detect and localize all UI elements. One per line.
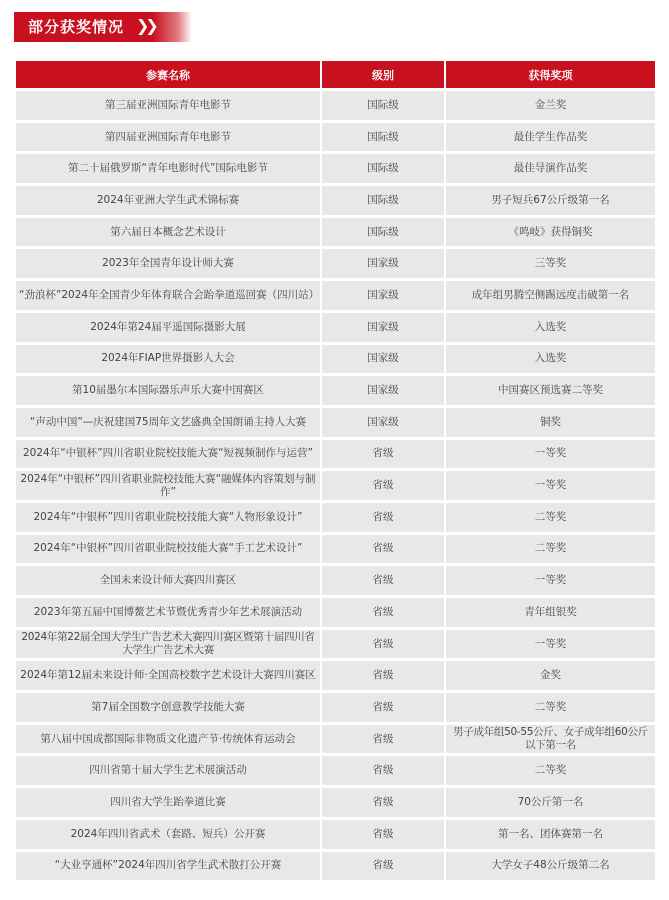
cell-competition-name: 第四届亚洲国际青年电影节	[16, 123, 320, 152]
cell-level: 国家级	[322, 281, 444, 310]
cell-level: 国际级	[322, 186, 444, 215]
cell-level: 国际级	[322, 91, 444, 120]
cell-level: 国际级	[322, 218, 444, 247]
cell-award: 三等奖	[446, 249, 655, 278]
cell-award: 二等奖	[446, 756, 655, 785]
table-body	[16, 91, 655, 880]
cell-award: 男子成年组50-55公斤、女子成年组60公斤以下第一名	[446, 725, 655, 754]
cell-award: 铜奖	[446, 408, 655, 437]
cell-competition-name: “劲浪杯”2024年全国青少年体育联合会跆拳道巡回赛（四川站）	[16, 281, 320, 310]
cell-award: 《鸣岐》获得铜奖	[446, 218, 655, 247]
table-row	[16, 820, 655, 849]
cell-award: 男子短兵67公斤级第一名	[446, 186, 655, 215]
table-row	[16, 756, 655, 785]
header-award: 获得奖项	[446, 61, 655, 88]
cell-level: 省级	[322, 725, 444, 754]
cell-level: 省级	[322, 440, 444, 469]
table-row	[16, 471, 655, 500]
cell-level: 省级	[322, 503, 444, 532]
cell-competition-name: 2024年第24届平遥国际摄影大展	[16, 313, 320, 342]
table-row	[16, 218, 655, 247]
cell-competition-name: 2024年“中银杯”四川省职业院校技能大赛“短视频制作与运营”	[16, 440, 320, 469]
cell-competition-name: 第六届日本概念艺术设计	[16, 218, 320, 247]
section-title: 部分获奖情况	[28, 18, 125, 36]
header-competition: 参赛名称	[16, 61, 320, 88]
cell-level: 省级	[322, 566, 444, 595]
table-row	[16, 440, 655, 469]
cell-competition-name: 第10届墨尔本国际器乐声乐大赛中国赛区	[16, 376, 320, 405]
table-row	[16, 91, 655, 120]
cell-competition-name: 2024年四川省武术（套路、短兵）公开赛	[16, 820, 320, 849]
cell-award: 金兰奖	[446, 91, 655, 120]
table-row	[16, 598, 655, 627]
cell-award: 第一名、团体赛第一名	[446, 820, 655, 849]
cell-award: 中国赛区预选赛二等奖	[446, 376, 655, 405]
cell-award: 青年组银奖	[446, 598, 655, 627]
cell-competition-name: 2024年第12届未来设计师·全国高校数字艺术设计大赛四川赛区	[16, 661, 320, 690]
awards-table	[14, 58, 657, 883]
cell-level: 省级	[322, 630, 444, 659]
table-row	[16, 630, 655, 659]
table-row	[16, 313, 655, 342]
header-level: 级别	[322, 61, 444, 88]
cell-competition-name: 2024年第22届全国大学生广告艺术大赛四川赛区暨第十届四川省大学生广告艺术大赛	[16, 630, 320, 659]
cell-competition-name: 第二十届俄罗斯“青年电影时代”国际电影节	[16, 154, 320, 183]
cell-competition-name: 2024年“中银杯”四川省职业院校技能大赛“融媒体内容策划与制作”	[16, 471, 320, 500]
cell-competition-name: 2024年FIAP世界摄影人大会	[16, 345, 320, 374]
cell-level: 省级	[322, 852, 444, 881]
cell-level: 国家级	[322, 313, 444, 342]
cell-level: 省级	[322, 471, 444, 500]
cell-award: 成年组男腾空侧踢远度击破第一名	[446, 281, 655, 310]
cell-competition-name: 2024年“中银杯”四川省职业院校技能大赛“人物形象设计”	[16, 503, 320, 532]
cell-competition-name: 第7届全国数字创意教学技能大赛	[16, 693, 320, 722]
double-chevron-right-icon: ❯❯	[136, 16, 155, 35]
table-row	[16, 249, 655, 278]
table-row	[16, 566, 655, 595]
table-row	[16, 281, 655, 310]
cell-level: 省级	[322, 756, 444, 785]
cell-level: 省级	[322, 693, 444, 722]
table-row	[16, 725, 655, 754]
cell-competition-name: 四川省大学生跆拳道比赛	[16, 788, 320, 817]
cell-competition-name: 第三届亚洲国际青年电影节	[16, 91, 320, 120]
table-row	[16, 376, 655, 405]
cell-competition-name: 2024年“中银杯”四川省职业院校技能大赛“手工艺术设计”	[16, 535, 320, 564]
section-banner	[14, 12, 192, 42]
cell-level: 省级	[322, 788, 444, 817]
cell-award: 金奖	[446, 661, 655, 690]
cell-award: 入选奖	[446, 345, 655, 374]
table-row	[16, 788, 655, 817]
cell-award: 最佳学生作品奖	[446, 123, 655, 152]
cell-award: 70公斤第一名	[446, 788, 655, 817]
table-row	[16, 345, 655, 374]
cell-award: 二等奖	[446, 535, 655, 564]
table-row	[16, 693, 655, 722]
cell-level: 国际级	[322, 154, 444, 183]
cell-award: 一等奖	[446, 630, 655, 659]
cell-competition-name: 四川省第十届大学生艺术展演活动	[16, 756, 320, 785]
table-row	[16, 535, 655, 564]
cell-level: 国家级	[322, 376, 444, 405]
cell-competition-name: 2024年亚洲大学生武术锦标赛	[16, 186, 320, 215]
cell-award: 入选奖	[446, 313, 655, 342]
cell-award: 二等奖	[446, 693, 655, 722]
cell-competition-name: 2023年第五届中国博鳌艺术节暨优秀青少年艺术展演活动	[16, 598, 320, 627]
table-row	[16, 186, 655, 215]
cell-level: 省级	[322, 535, 444, 564]
table-row	[16, 408, 655, 437]
table-row	[16, 154, 655, 183]
cell-competition-name: “大业亨通杯”2024年四川省学生武术散打公开赛	[16, 852, 320, 881]
cell-level: 国家级	[322, 345, 444, 374]
cell-level: 省级	[322, 820, 444, 849]
cell-level: 国家级	[322, 408, 444, 437]
cell-award: 一等奖	[446, 471, 655, 500]
cell-competition-name: “声动中国”—庆祝建国75周年文艺盛典全国朗诵主持人大赛	[16, 408, 320, 437]
cell-award: 一等奖	[446, 440, 655, 469]
cell-award: 一等奖	[446, 566, 655, 595]
cell-competition-name: 第八届中国成都国际非物质文化遗产节·传统体育运动会	[16, 725, 320, 754]
cell-award: 最佳导演作品奖	[446, 154, 655, 183]
table-row	[16, 852, 655, 881]
cell-level: 省级	[322, 661, 444, 690]
cell-level: 省级	[322, 598, 444, 627]
cell-competition-name: 全国未来设计师大赛四川赛区	[16, 566, 320, 595]
table-row	[16, 661, 655, 690]
cell-level: 国家级	[322, 249, 444, 278]
cell-level: 国际级	[322, 123, 444, 152]
table-row	[16, 503, 655, 532]
cell-award: 二等奖	[446, 503, 655, 532]
cell-award: 大学女子48公斤级第二名	[446, 852, 655, 881]
cell-competition-name: 2023年全国青年设计师大赛	[16, 249, 320, 278]
table-row	[16, 123, 655, 152]
table-header-row	[16, 61, 655, 88]
